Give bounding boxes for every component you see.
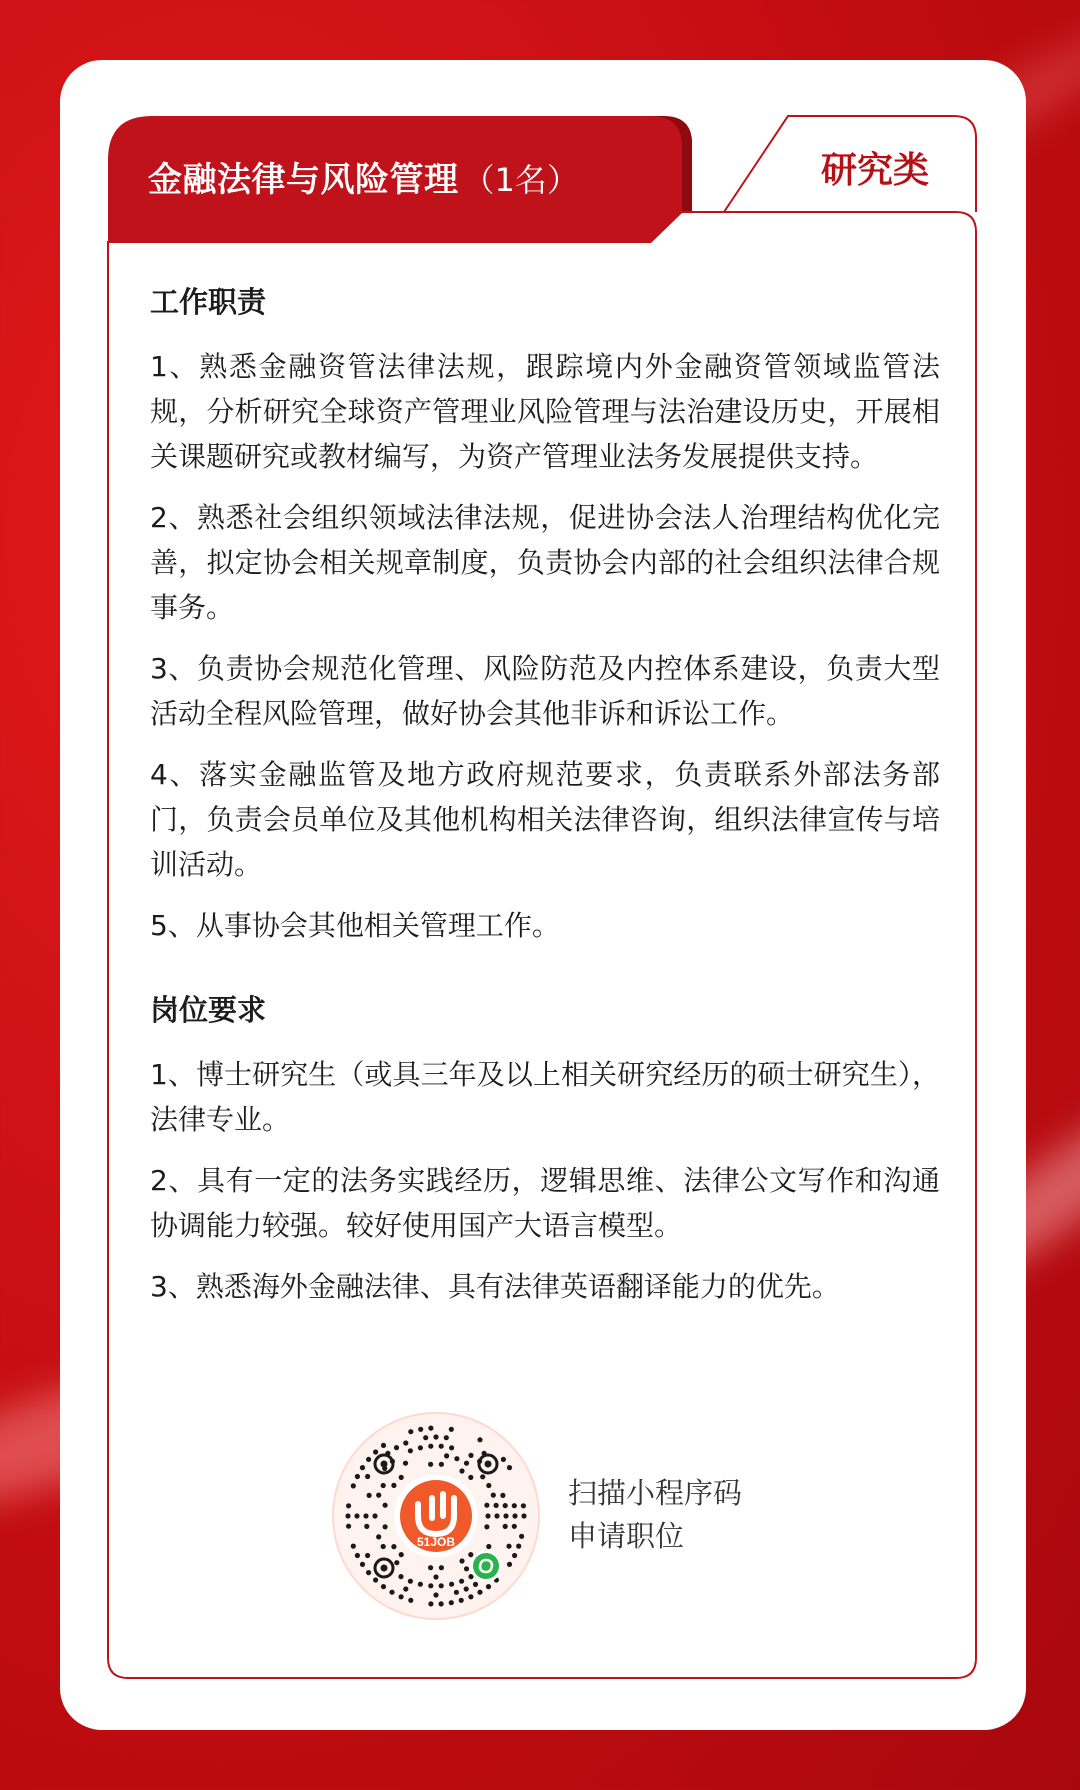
job-title-text: 金融法律与风险管理	[148, 160, 459, 200]
job-title	[148, 152, 579, 208]
requirement-item: 1、博士研究生（或具三年及以上相关研究经历的硕士研究生），法律专业。	[150, 1058, 940, 1136]
duty-item: 4、落实金融监管及地方政府规范要求，负责联系外部法务部门，负责会员单位及其他机构相关法律咨询，组织法律宣传与培训活动。	[150, 758, 940, 881]
job-headcount: （1名）	[462, 161, 579, 199]
qr-instruction-line: 申请职位	[568, 1519, 685, 1553]
category-tag: 研究类	[820, 150, 929, 191]
duties-title: 工作职责	[150, 285, 267, 319]
qr-instruction-line: 扫描小程序码	[568, 1476, 743, 1510]
requirement-item: 2、具有一定的法务实践经历，逻辑思维、法律公文写作和沟通协调能力较强。较好使用国产大语言模型。	[150, 1164, 940, 1242]
duty-item: 2、熟悉社会组织领域法律法规，促进协会法人治理结构优化完善，拟定协会相关规章制度，负责协会内部的社会组织法律合规事务。	[150, 501, 940, 624]
section-gap	[150, 964, 940, 990]
requirements-title: 岗位要求	[150, 993, 267, 1027]
wechat-mini-program-icon	[473, 1553, 499, 1579]
mini-program-qr-code[interactable]	[332, 1412, 540, 1620]
job-description	[150, 282, 940, 1325]
duty-item: 3、负责协会规范化管理、风险防范及内控体系建设，负责大型活动全程风险管理，做好协会其他非诉和诉讼工作。	[150, 652, 940, 730]
duty-item: 1、熟悉金融资管法律法规，跟踪境内外金融资管领域监管法规，分析研究全球资产管理业风险管理与法治建设历史，开展相关课题研究或教材编写，为资产管理业法务发展提供支持。	[150, 350, 940, 473]
duty-item: 5、从事协会其他相关管理工作。	[150, 909, 560, 942]
qr-code-icon	[332, 1412, 540, 1620]
qr-brand-label: 51JOB	[416, 1535, 456, 1549]
requirement-item: 3、熟悉海外金融法律、具有法律英语翻译能力的优先。	[150, 1270, 840, 1303]
qr-instructions	[568, 1472, 742, 1558]
